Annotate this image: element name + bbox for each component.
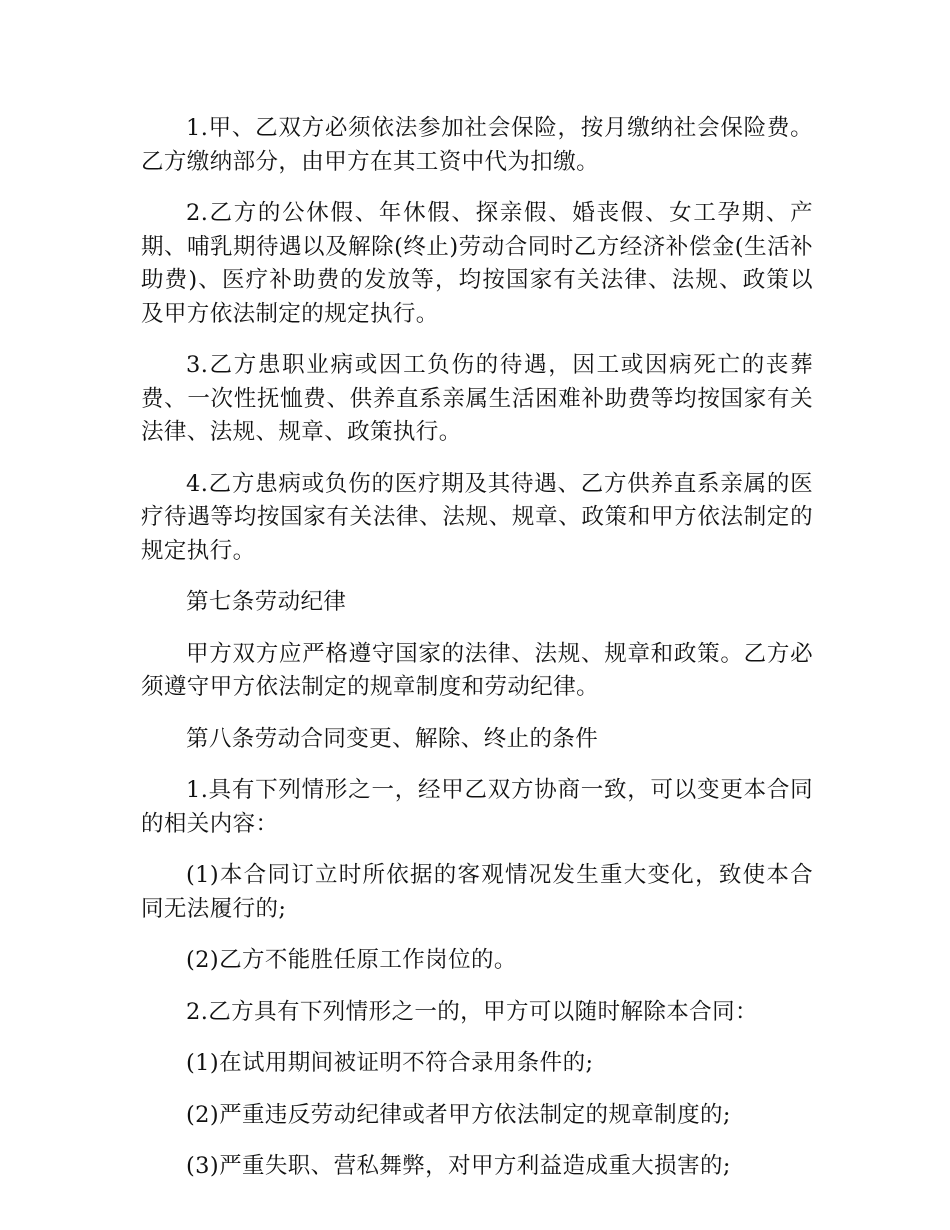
sub-item-termination-2: (2)严重违反劳动纪律或者甲方依法制定的规章制度的; [186,1101,731,1128]
sub-item-termination-1: (1)在试用期间被证明不符合录用条件的; [186,1050,594,1076]
clause-occupational-injury: 3.乙方患职业病或因工负伤的待遇，因工或因病死亡的丧葬费、一次性抚恤费、供养直系亲属生活困难补助费等均按国家有关法律、法规、规章、政策执行。 [141,352,813,445]
clause-social-insurance: 1.甲、乙双方必须依法参加社会保险，按月缴纳社会保险费。乙方缴纳部分，由甲方在其工资中代为扣缴。 [141,115,813,175]
clause-leave-benefits: 2.乙方的公休假、年休假、探亲假、婚丧假、女工孕期、产期、哺乳期待遇以及解除(终止)劳动合同时乙方经济补偿金(生活补助费)、医疗补助费的发放等，均按国家有关法律、法规、政策以及甲方依法制定的规定执行。 [141,200,813,327]
sub-item-change-1: (1)本合同订立时所依据的客观情况发生重大变化，致使本合同无法履行的; [141,862,813,922]
article-7-text: 甲方双方应严格遵守国家的法律、法规、规章和政策。乙方必须遵守甲方依法制定的规章制度和劳动纪律。 [141,640,813,700]
article-8-heading: 第八条劳动合同变更、解除、终止的条件 [186,725,599,752]
clause-medical-period: 4.乙方患病或负伤的医疗期及其待遇、乙方供养直系亲属的医疗待遇等均按国家有关法律、法规、规章、政策和甲方依法制定的规定执行。 [141,470,813,564]
article-7-heading: 第七条劳动纪律 [186,589,347,615]
clause-termination-conditions: 2.乙方具有下列情形之一的，甲方可以随时解除本合同： [186,998,758,1025]
clause-change-conditions: 1.具有下列情形之一，经甲乙双方协商一致，可以变更本合同的相关内容： [141,777,813,837]
sub-item-termination-3: (3)严重失职、营私舞弊，对甲方利益造成重大损害的; [186,1153,731,1179]
sub-item-change-2: (2)乙方不能胜任原工作岗位的。 [186,947,517,973]
document-body [141,112,813,1202]
